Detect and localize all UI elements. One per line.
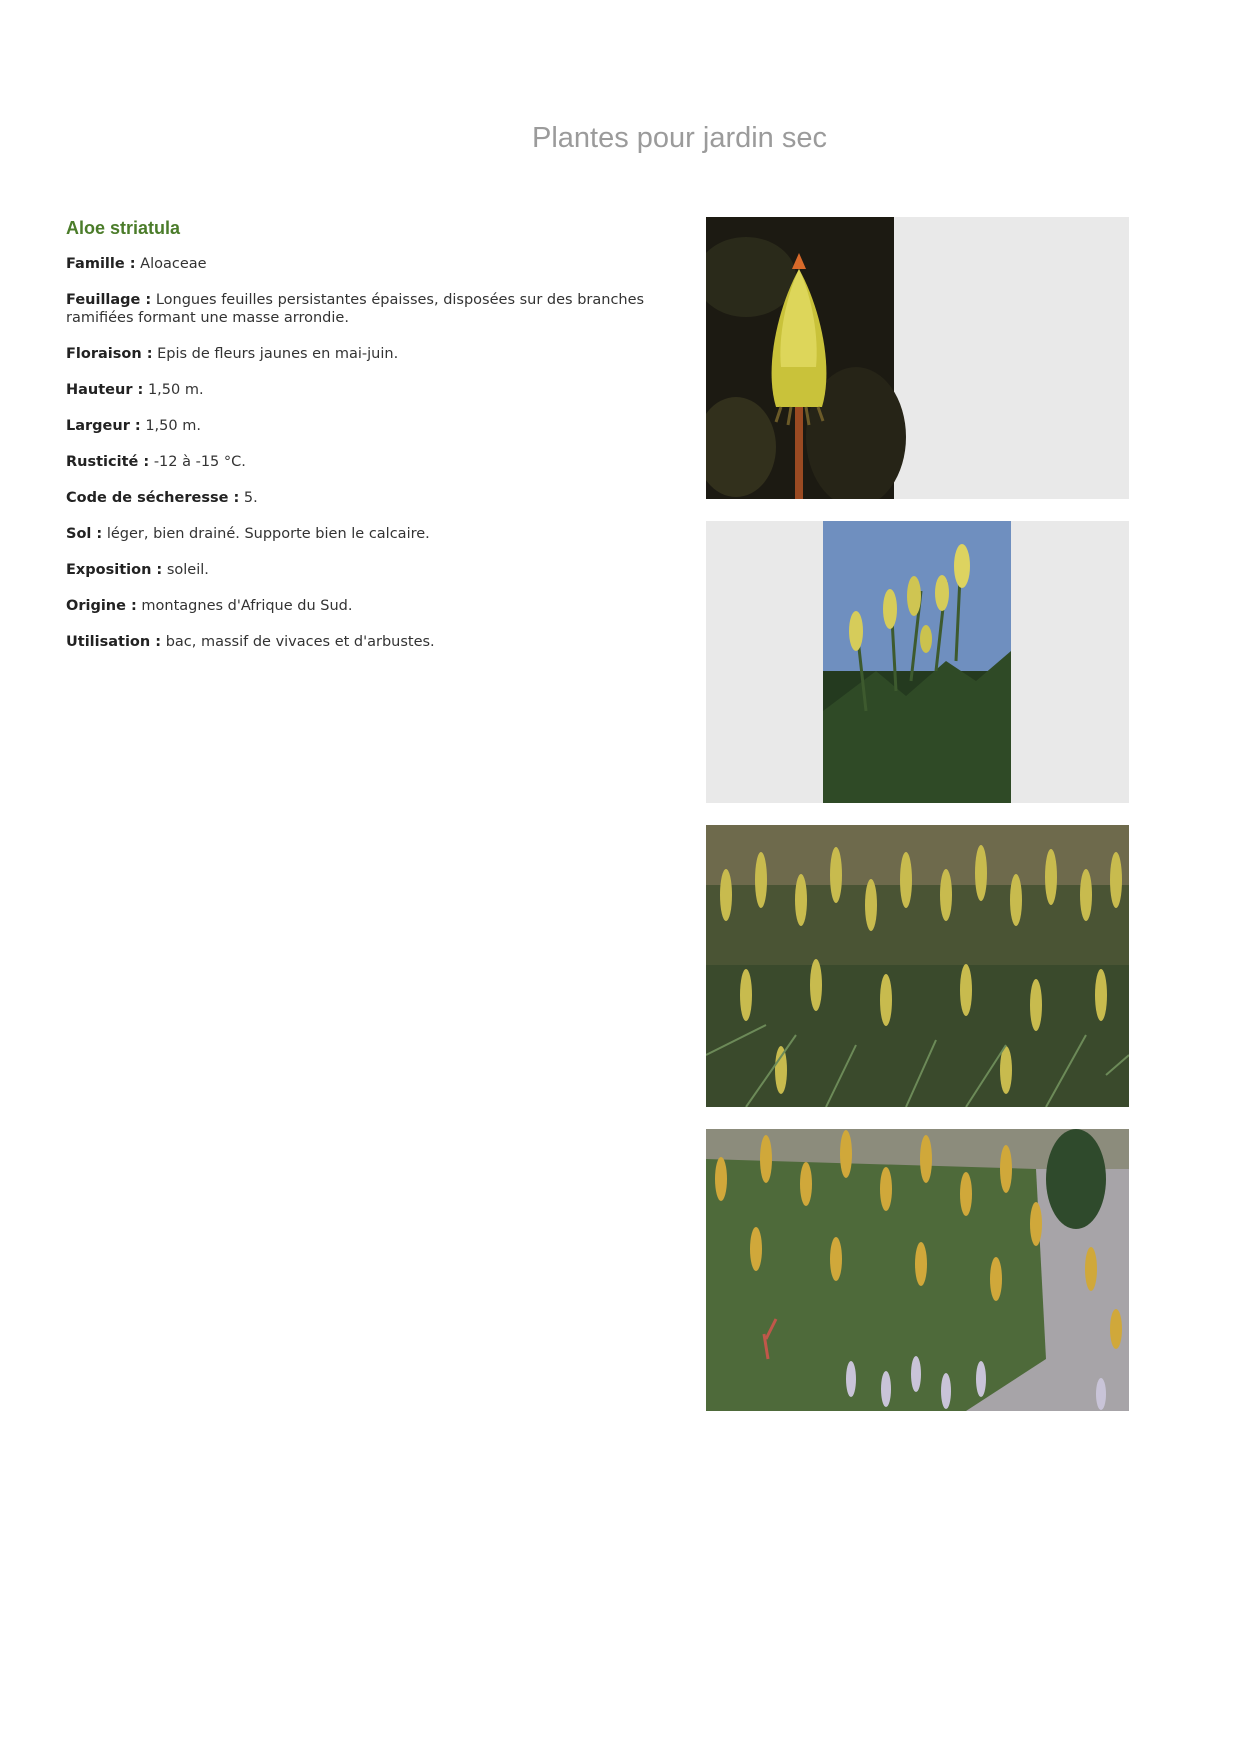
field-value: -12 à -15 °C.	[153, 454, 246, 470]
field-exposition	[66, 561, 686, 579]
field-label: Floraison :	[66, 346, 153, 362]
field-rusticite	[66, 453, 686, 471]
aloe-field-photo	[706, 825, 1129, 1107]
field-origine	[66, 597, 686, 615]
field-label: Code de sécheresse :	[66, 490, 240, 506]
field-value: 1,50 m.	[145, 418, 201, 434]
field-value: léger, bien drainé. Supporte bien le calcaire.	[106, 526, 430, 542]
aloe-spikes-sky-photo	[706, 521, 1129, 803]
aloe-flower-closeup-photo	[706, 217, 1129, 499]
field-code-secheresse	[66, 489, 686, 507]
field-largeur	[66, 417, 686, 435]
field-label: Feuillage :	[66, 292, 152, 308]
page-title: Plantes pour jardin sec	[532, 122, 827, 154]
field-value: 1,50 m.	[147, 382, 204, 398]
field-floraison	[66, 345, 686, 363]
field-value: Longues feuilles persistantes épaisses, disposées sur des branches ramifiées formant une masse arrondie.	[66, 292, 645, 326]
field-label: Hauteur :	[66, 382, 144, 398]
aloe-garden-bed-photo	[706, 1129, 1129, 1411]
field-label: Utilisation :	[66, 634, 162, 650]
field-value: bac, massif de vivaces et d'arbustes.	[165, 634, 435, 650]
field-label: Origine :	[66, 598, 137, 614]
field-famille	[66, 255, 686, 273]
field-label: Rusticité :	[66, 454, 150, 470]
field-value: Epis de fleurs jaunes en mai-juin.	[157, 346, 399, 362]
field-value: 5.	[243, 490, 258, 506]
field-value: soleil.	[166, 562, 209, 578]
field-utilisation	[66, 633, 686, 651]
field-value: Aloaceae	[140, 256, 207, 272]
field-label: Sol :	[66, 526, 103, 542]
field-value: montagnes d'Afrique du Sud.	[141, 598, 353, 614]
field-label: Largeur :	[66, 418, 141, 434]
plant-fields	[66, 255, 686, 669]
field-sol	[66, 525, 686, 543]
field-feuillage	[66, 291, 686, 327]
field-hauteur	[66, 381, 686, 399]
field-label: Famille :	[66, 256, 136, 272]
field-label: Exposition :	[66, 562, 163, 578]
plant-name-heading: Aloe striatula	[66, 218, 181, 238]
